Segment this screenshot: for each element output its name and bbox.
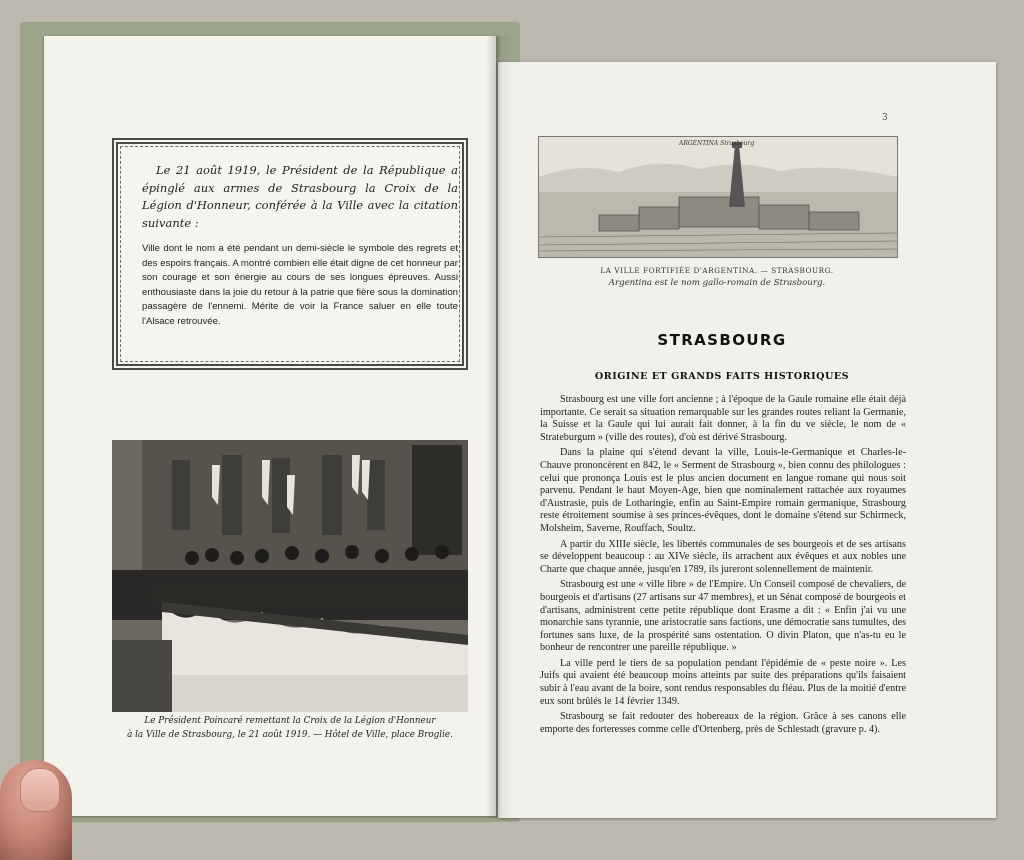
paragraph: Strasbourg est une ville fort ancienne ; à l'époque de la Gaule romaine elle était déjà importante. Ce serait sa situation remarquable sur les grandes routes reliant la Germanie, la Suisse et la Gaule qui lui aurait fait donner, à la fin du ve siècle, le nom de « Strateburgum » (ville des routes), d'où est dérivé Strasbourg. bbox=[540, 394, 906, 443]
citation-frame bbox=[112, 138, 468, 370]
paragraph: Strasbourg est une « ville libre » de l'Empire. Un Conseil composé de chevaliers, de bourgeois et d'artisans (27 artisans sur 47 membres), et un Sénat composé de bourgeois et d'artisans, administrent cette petite république dont Erasme a dit : « Enfin j'ai vu une monarchie sans tyrannie, une aristocratie sans factions, une démocratie sans tumultes, des fortunes sans luxe, de la prospérité sans ostentation. O divin Platon, que n'as-tu eu le bonheur de rencontrer une pareille république. » bbox=[540, 579, 906, 654]
paragraph: La ville perd le tiers de sa population pendant l'épidémie de « peste noire ». Les Juifs qui avaient été beaucoup moins atteints par suite des préparations qu'ils faisaient subir à l'eau avant de la boire, sont rendus responsables du fléau. Plus de la moitié d'entre eux sont brûlés le 14 février 1349. bbox=[540, 657, 906, 707]
citation-intro: Le 21 août 1919, le Président de la République a épinglé aux armes de Strasbourg la Croix de la Légion d'Honneur, conférée à la Ville avec la citation suivante : bbox=[142, 163, 458, 230]
section-title: ORIGINE ET GRANDS FAITS HISTORIQUES bbox=[594, 371, 850, 382]
paragraph: A partir du XIIIe siècle, les libertés communales de ses bourgeois et de ses artisans se développent beaucoup : au XIVe siècle, ils arrachent aux évêques et aux nobles une Charte que chaque année, jusqu'en 1789, ils jureront solennellement de maintenir. bbox=[540, 538, 906, 575]
ceremony-photo bbox=[112, 440, 468, 712]
thumb-nail bbox=[20, 768, 60, 812]
page-number: 3 bbox=[882, 113, 888, 123]
photo-caption-line-2: à la Ville de Strasbourg, le 21 août 1919. — Hôtel de Ville, place Broglie. bbox=[127, 730, 453, 740]
photo-caption bbox=[112, 714, 468, 742]
ceremony-photo-illustration bbox=[112, 440, 468, 712]
page-title: STRASBOURG bbox=[657, 331, 787, 349]
citation-body: Ville dont le nom a été pendant un demi-siècle le symbole des regrets et des espoirs français. A montré combien elle était digne de cet honneur par son courage et son énergie au cours de ses longues épreuves. Aussi enthousiaste dans la joie du retour à la patrie que fière sous la domination passagère de l'ennemi. Mérite de voir la France saluer en elle toute l'Alsace retrouvée. bbox=[142, 243, 458, 327]
city-engraving bbox=[538, 136, 898, 258]
photo-caption-line-1: Le Président Poincaré remettant la Croix de la Légion d'Honneur bbox=[144, 716, 436, 726]
engraving-caption-title: LA VILLE FORTIFIÉE D'ARGENTINA. — STRASBOURG. bbox=[600, 266, 834, 275]
article-body bbox=[540, 394, 906, 739]
paragraph: Dans la plaine qui s'étend devant la ville, Louis-le-Germanique et Charles-le-Chauve prononcèrent en 842, le « Serment de Strasbourg », bien connu des philologues : celui que prononça Louis est le plus ancien document en langue romane qui nous soit parvenu. Pendant le haut Moyen-Age, bien que nominalement rattachée aux royaumes d'Austrasie, puis de Lotharingie, enfin au Saint-Empire romain germanique, Strasbourg reste étroitement soumise à ses princes-évêques, dont le domaine s'étend sur Schirmeck, Molsheim, Saverne, Rouffach, Soultz. bbox=[540, 447, 906, 534]
engraving-label: ARGENTINA Strasbourg bbox=[679, 140, 755, 147]
paragraph: Strasbourg se fait redouter des hobereaux de la région. Grâce à ses canons elle emporte des forteresses comme celle d'Ortenberg, près de Schlestadt (gravure p. 4). bbox=[540, 711, 906, 735]
book-gutter-shadow bbox=[486, 36, 512, 818]
city-engraving-illustration bbox=[539, 137, 897, 257]
engraving-caption-subtitle: Argentina est le nom gallo-romain de Strasbourg. bbox=[608, 278, 826, 288]
